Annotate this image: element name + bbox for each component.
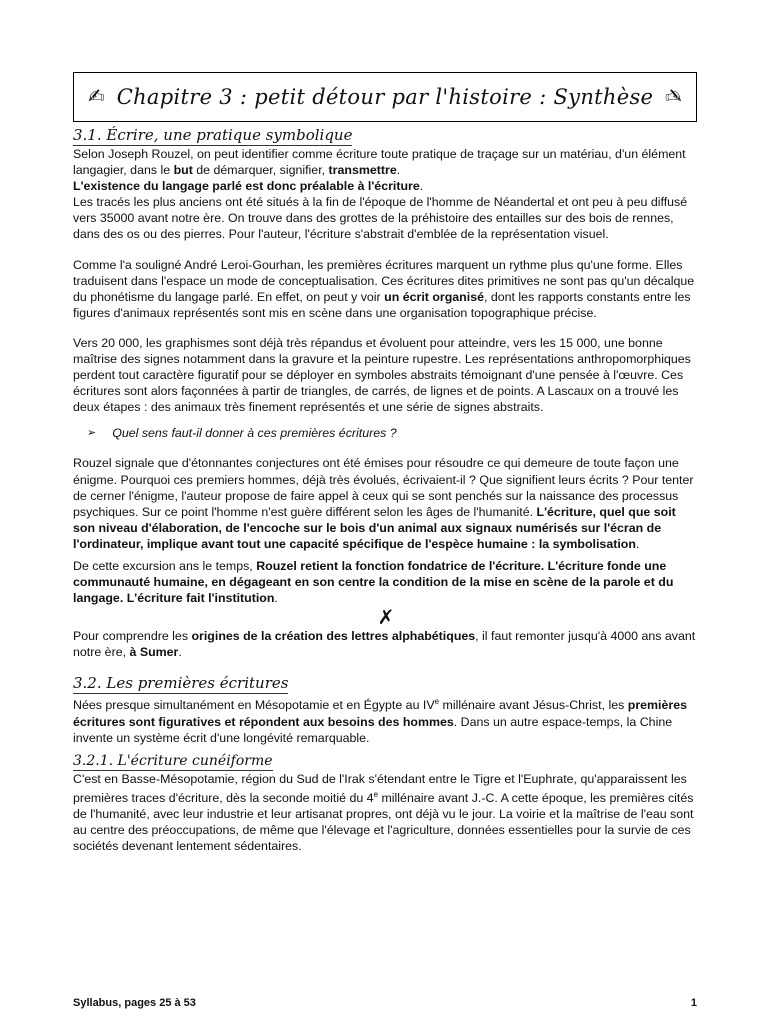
section-3-2-heading: 3.2. Les premières écritures [73, 674, 289, 693]
s31-paragraph-5: Vers 20 000, les graphismes sont déjà très répandus et évoluent pour atteindre, vers les 15 000, une bonne maîtrise des signes notamment dans la gravure et la peinture rupestre. Les représentations anthropomorphiques perdent tout caractère figuratif pour se déployer en symboles abstraits témoignant d'une pensée à l'œuvre. Ces écritures sont alors façonnées à partir de triangles, de carrés, de lignes et de points. A Lascaux on a trouvé les deux étapes : des animaux très finement représentés et une série de signes abstraits. [73, 335, 691, 415]
section-3-1-heading: 3.1. Écrire, une pratique symbolique [73, 126, 353, 144]
section-3-2-1-heading: 3.2.1. L'écriture cunéiforme [73, 752, 273, 769]
question-bullet [87, 425, 699, 441]
chapter-header [73, 72, 697, 122]
page-content [73, 72, 699, 854]
writing-hand-icon: ✍ [665, 86, 682, 108]
s321-paragraph-1: C'est en Basse-Mésopotamie, région du Sud de l'Irak s'étendant entre le Tigre et l'Euphrate, qu'apparaissent les premières traces d'écriture, dès la seconde moitié du 4e millénaire avant J.-C. A cette époque, les premières cités de l'humanité, avec leur industrie et leur artisanat propres, ont déjà vu le jour. La voirie et la maîtrise de l'eau sont au centre des préoccupations, de même que l'élevage et l'agriculture, données essentielles pour la survie de ces sociétés devenant lentement sédentaires. [73, 771, 694, 854]
s31-paragraph-1: Selon Joseph Rouzel, on peut identifier comme écriture toute pratique de traçage sur un matériau, d'un élément langagier, dans le but de démarquer, signifier, transmettre. [73, 147, 686, 178]
s31-paragraph-3: Les tracés les plus anciens ont été situés à la fin de l'époque de l'homme de Néandertal et ont peu à peu diffusé vers 35000 avant notre ère. On trouve dans des grottes de la préhistoire des entailles sur des bois de rennes, dans des os ou des pierres. Pour l'auteur, l'écriture s'abstrait d'emblée de la représentation visuel. [73, 195, 688, 242]
footer-syllabus: Syllabus, pages 25 à 53 [73, 997, 196, 1009]
page-number: 1 [690, 997, 697, 1009]
s31-paragraph-4: Comme l'a souligné André Leroi-Gourhan, les premières écritures marquent un rythme plus qu'une forme. Elles traduisent dans l'espace un mode de conceptualisation. Ces écritures dites primitives ne sont pas qu'un décalque du phonétisme du langage parlé. En effet, on peut y voir un écrit organisé, dont les rapports constants entre les figures d'animaux représentés sont mis en scène dans une organisation topographique précise. [73, 257, 695, 320]
page-footer [73, 997, 697, 1009]
question-text: Quel sens faut-il donner à ces premières écritures ? [112, 426, 397, 441]
s32-paragraph-1: Nées presque simultanément en Mésopotamie et en Égypte au IVe millénaire avant Jésus-Christ, les premières écritures sont figuratives et répondent aux besoins des hommes. Dans un autre espace-temps, la Chine invente un système écrit d'une longévité remarquable. [73, 697, 687, 745]
arrow-bullet-icon: ➢ [87, 427, 97, 440]
s31-paragraph-2: L'existence du langage parlé est donc préalable à l'écriture. [73, 179, 424, 194]
writing-hand-icon: ✍ [88, 86, 105, 108]
s31-paragraph-8: Pour comprendre les origines de la création des lettres alphabétiques, il faut remonter jusqu'à 4000 ans avant notre ère, à Sumer. [73, 629, 696, 660]
s31-paragraph-6: Rouzel signale que d'étonnantes conjectures ont été émises pour résoudre ce qui demeure de toute façon une énigme. Pourquoi ces premiers hommes, déjà très évolués, écrivaient-il ? Que signifient leurs écrits ? Pour tenter de cerner l'énigme, l'auteur propose de faire appel à ceux qui se sont penchés sur la naissance des processus psychiques. Sur ce point l'homme n'est guère différent selon les âges de l'humanité. L'écriture, quel que soit son niveau d'élaboration, de l'encoche sur le bois d'un animal aux signaux numérisés sur l'écran de l'ordinateur, implique avant tout une capacité spécifique de l'espèce humaine : la symbolisation. [73, 456, 694, 551]
s31-paragraph-7: De cette excursion ans le temps, Rouzel retient la fonction fondatrice de l'écriture. L'écriture fonde une communauté humaine, en dégageant en son centre la condition de la mise en scène de la parole et du langage. L'écriture fait l'institution. [73, 558, 674, 606]
separator-icon: ✗ [377, 607, 395, 630]
chapter-title: Chapitre 3 : petit détour par l'histoire : Synthèse [116, 85, 654, 109]
